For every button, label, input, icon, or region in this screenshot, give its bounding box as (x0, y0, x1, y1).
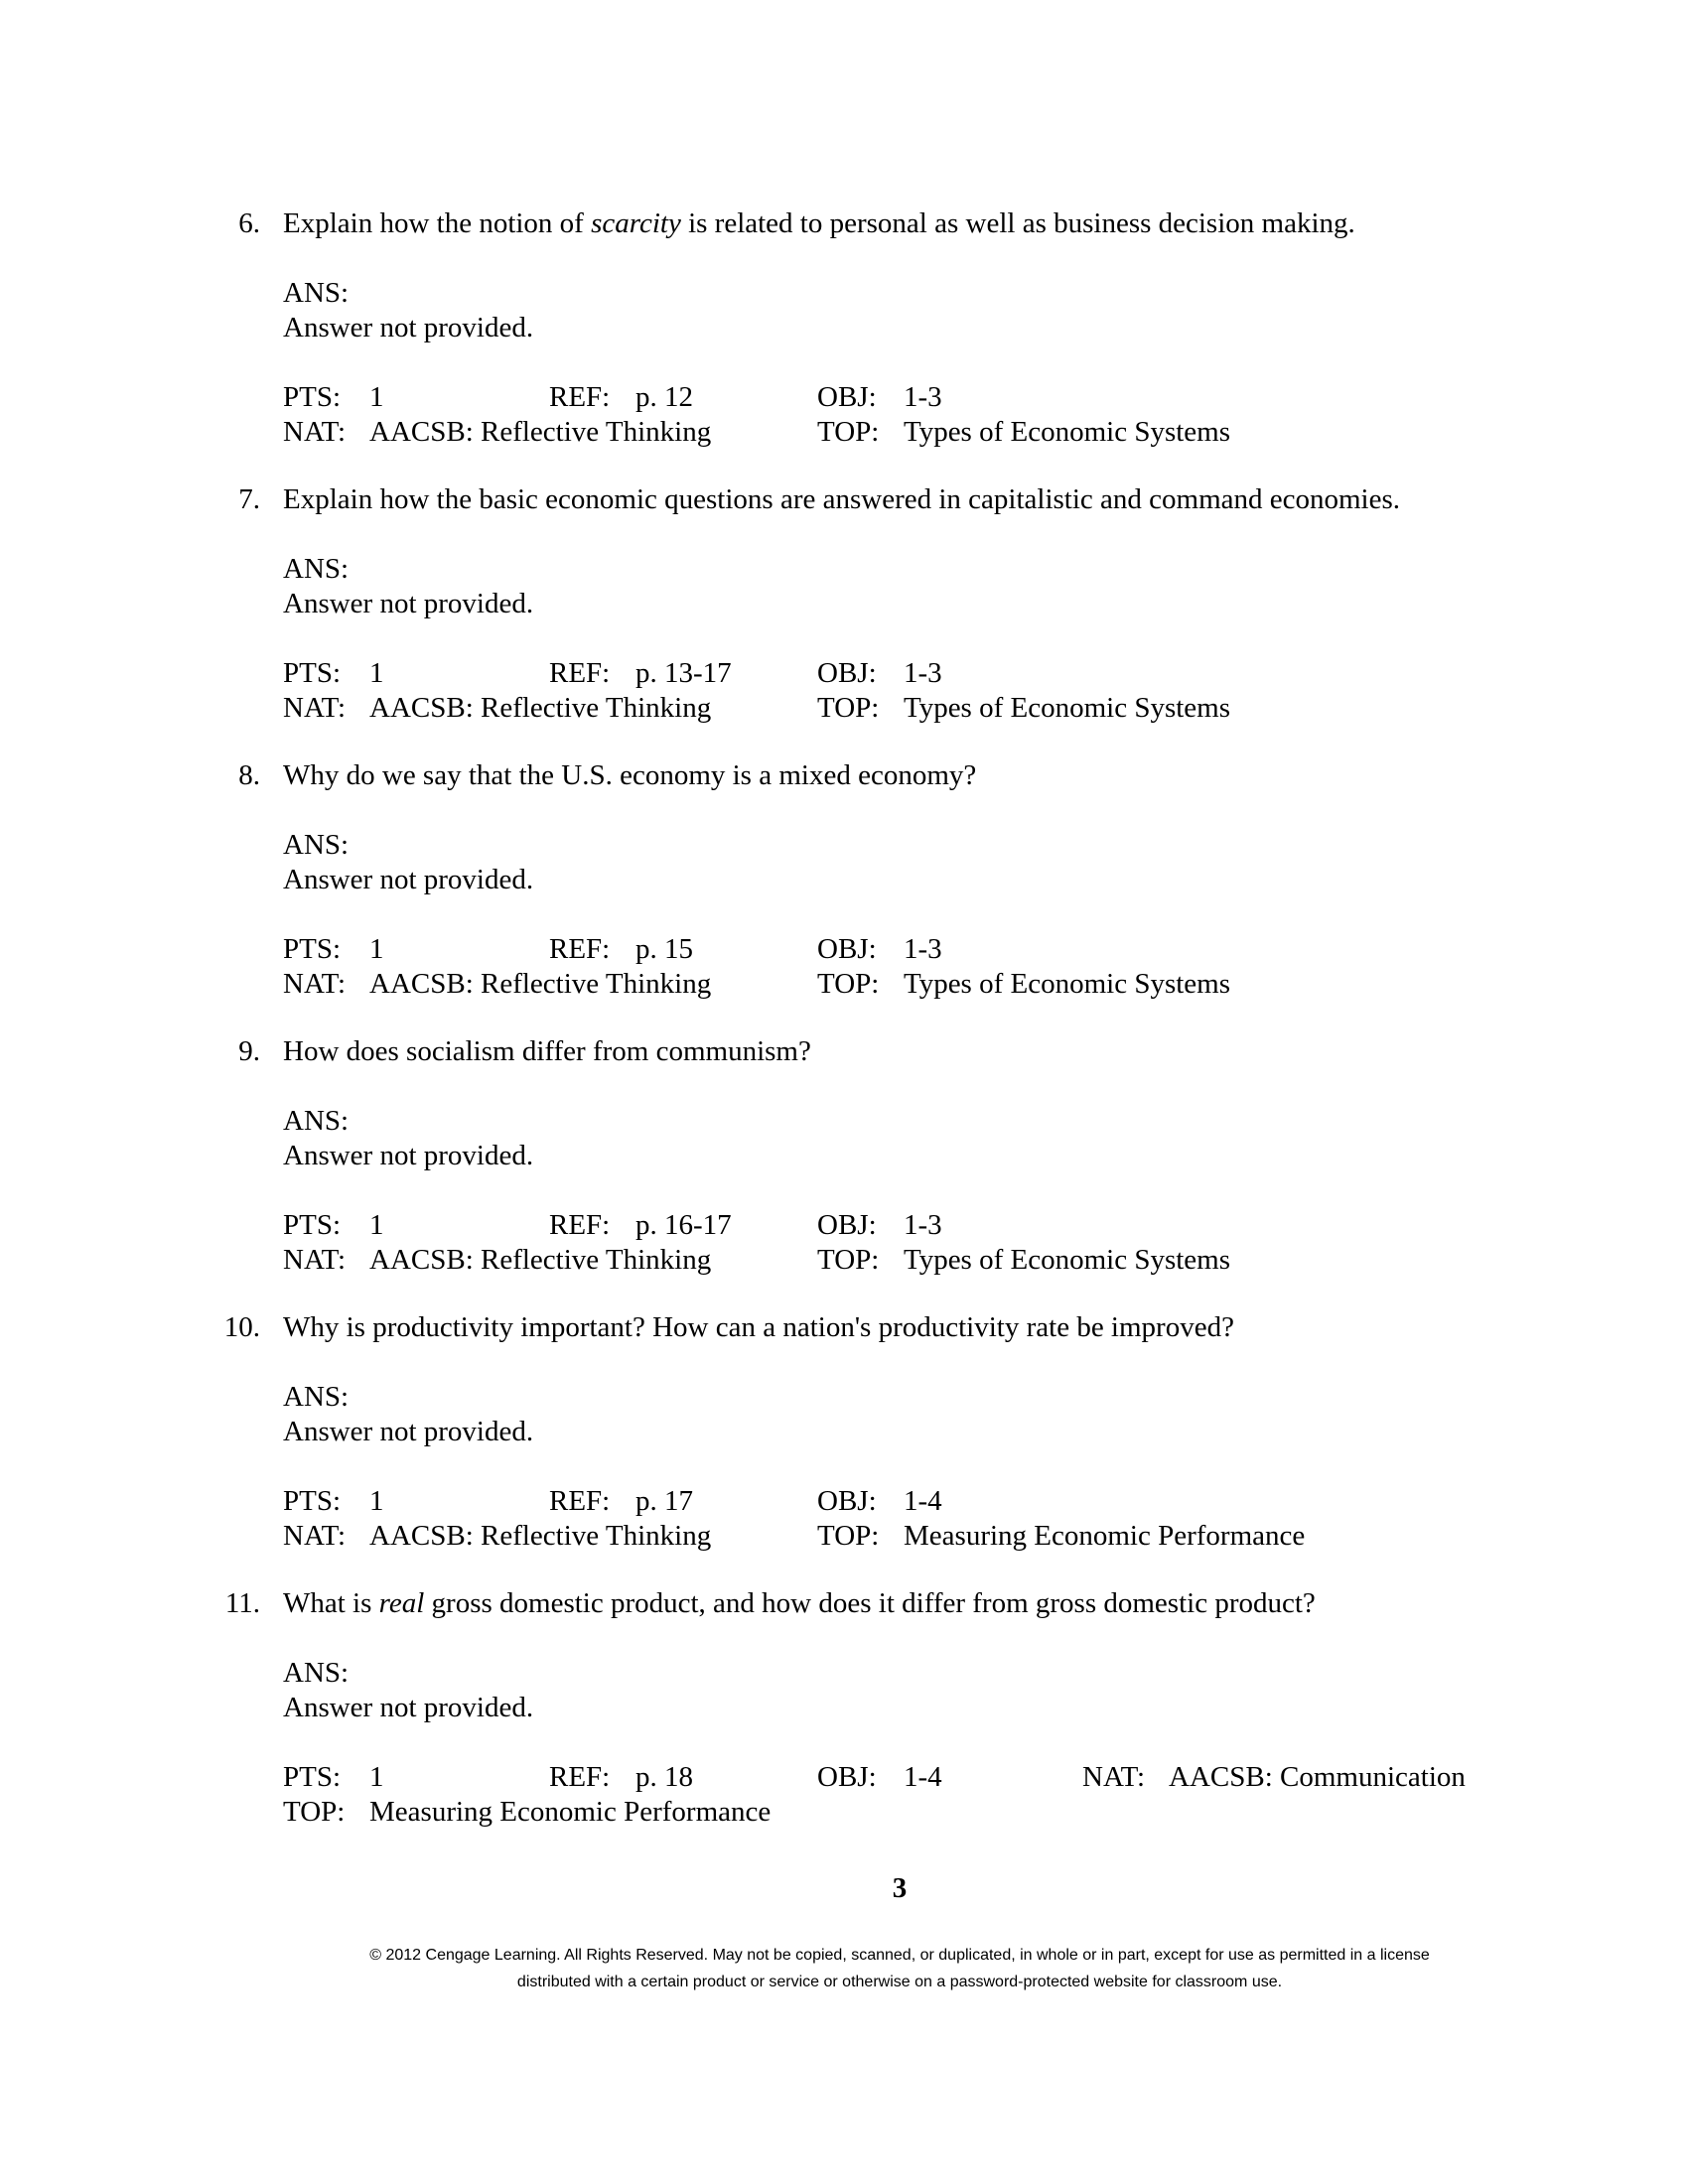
obj-value: 1-3 (904, 657, 942, 689)
question-metadata (283, 1208, 1574, 1278)
ref-value: p. 12 (635, 381, 693, 413)
pts-label: PTS: (283, 1209, 342, 1241)
top-value: Types of Economic Systems (904, 416, 1231, 448)
top-value: Types of Economic Systems (904, 1244, 1231, 1276)
footer-line-2: distributed with a certain product or service or otherwise on a password-protected website for classroom use. (516, 1974, 1283, 1990)
nat-value: AACSB: Reflective Thinking (369, 416, 712, 448)
top-label: TOP: (817, 1520, 880, 1552)
pts-label: PTS: (283, 1761, 342, 1793)
top-value: Measuring Economic Performance (369, 1796, 772, 1828)
top-label: TOP: (817, 1244, 880, 1276)
pts-label: PTS: (283, 933, 342, 965)
answer-block (283, 1380, 533, 1449)
ans-label: ANS: (283, 1657, 350, 1689)
nat-label: NAT: (283, 968, 346, 1000)
nat-value: AACSB: Reflective Thinking (369, 1244, 712, 1276)
ref-value: p. 15 (635, 933, 693, 965)
question-metadata (283, 1760, 1574, 1830)
ans-label: ANS: (283, 553, 350, 585)
ref-label: REF: (549, 657, 611, 689)
obj-value: 1-3 (904, 1209, 942, 1241)
obj-label: OBJ: (817, 381, 877, 413)
question-text: Explain how the basic economic questions are answered in capitalistic and command economies. (283, 483, 1401, 515)
pts-value: 1 (369, 1485, 384, 1517)
question-text: Explain how the notion of scarcity is related to personal as well as business decision making. (283, 207, 1355, 239)
pts-label: PTS: (283, 1485, 342, 1517)
ref-label: REF: (549, 381, 611, 413)
obj-value: 1-3 (904, 381, 942, 413)
ref-value: p. 18 (635, 1761, 693, 1793)
question-number: 9. (238, 1035, 260, 1067)
ans-label: ANS: (283, 1105, 350, 1137)
nat-label: NAT: (283, 416, 346, 448)
top-label: TOP: (817, 968, 880, 1000)
answer-text: Answer not provided. (283, 588, 534, 619)
question-number: 8. (238, 759, 260, 791)
nat-value: AACSB: Communication (1169, 1761, 1466, 1793)
answer-block (283, 276, 533, 345)
footer-line-1: © 2012 Cengage Learning. All Rights Reserved. May not be copied, scanned, or duplicated, in whole or in part, except for use as permitted in a license (369, 1947, 1430, 1964)
page-number: 3 (892, 1872, 908, 1904)
pts-value: 1 (369, 933, 384, 965)
ans-label: ANS: (283, 1381, 350, 1413)
question-metadata (283, 932, 1574, 1002)
answer-block (283, 1656, 533, 1725)
obj-value: 1-4 (904, 1485, 942, 1517)
ref-value: p. 16-17 (635, 1209, 732, 1241)
pts-value: 1 (369, 1209, 384, 1241)
question-text: What is real gross domestic product, and how does it differ from gross domestic product? (283, 1587, 1316, 1619)
answer-block (283, 828, 533, 897)
question-number: 10. (223, 1311, 260, 1343)
nat-value: AACSB: Reflective Thinking (369, 968, 712, 1000)
pts-value: 1 (369, 657, 384, 689)
nat-value: AACSB: Reflective Thinking (369, 692, 712, 724)
obj-label: OBJ: (817, 1761, 877, 1793)
pts-label: PTS: (283, 381, 342, 413)
top-label: TOP: (817, 692, 880, 724)
answer-block (283, 552, 533, 621)
answer-text: Answer not provided. (283, 312, 534, 343)
pts-value: 1 (369, 1761, 384, 1793)
nat-label: NAT: (283, 1520, 346, 1552)
question-text: Why do we say that the U.S. economy is a mixed economy? (283, 759, 977, 791)
top-value: Types of Economic Systems (904, 968, 1231, 1000)
top-label: TOP: (283, 1796, 346, 1828)
ref-value: p. 17 (635, 1485, 693, 1517)
nat-label: NAT: (1082, 1761, 1145, 1793)
answer-block (283, 1104, 533, 1173)
top-label: TOP: (817, 416, 880, 448)
question-number: 7. (238, 483, 260, 515)
nat-label: NAT: (283, 692, 346, 724)
top-value: Types of Economic Systems (904, 692, 1231, 724)
answer-text: Answer not provided. (283, 1416, 534, 1447)
ref-label: REF: (549, 933, 611, 965)
obj-value: 1-3 (904, 933, 942, 965)
answer-text: Answer not provided. (283, 1692, 534, 1723)
ans-label: ANS: (283, 277, 350, 309)
ref-value: p. 13-17 (635, 657, 732, 689)
question-metadata (283, 656, 1574, 726)
obj-value: 1-4 (904, 1761, 942, 1793)
nat-value: AACSB: Reflective Thinking (369, 1520, 712, 1552)
question-text: How does socialism differ from communism? (283, 1035, 811, 1067)
obj-label: OBJ: (817, 1209, 877, 1241)
obj-label: OBJ: (817, 657, 877, 689)
pts-value: 1 (369, 381, 384, 413)
ref-label: REF: (549, 1485, 611, 1517)
copyright-footer (0, 1942, 1688, 1995)
question-metadata (283, 1484, 1574, 1554)
ref-label: REF: (549, 1761, 611, 1793)
obj-label: OBJ: (817, 1485, 877, 1517)
question-metadata (283, 380, 1574, 450)
ref-label: REF: (549, 1209, 611, 1241)
question-text: Why is productivity important? How can a nation's productivity rate be improved? (283, 1311, 1234, 1343)
ans-label: ANS: (283, 829, 350, 861)
pts-label: PTS: (283, 657, 342, 689)
nat-label: NAT: (283, 1244, 346, 1276)
obj-label: OBJ: (817, 933, 877, 965)
answer-text: Answer not provided. (283, 1140, 534, 1171)
question-number: 11. (224, 1587, 260, 1619)
answer-text: Answer not provided. (283, 864, 534, 895)
top-value: Measuring Economic Performance (904, 1520, 1306, 1552)
question-number: 6. (238, 207, 260, 239)
